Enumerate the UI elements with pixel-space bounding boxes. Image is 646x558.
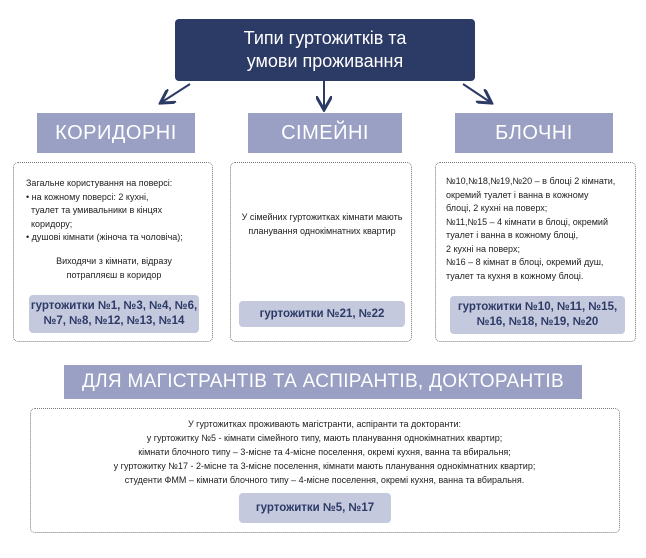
block-box (435, 162, 636, 342)
graduate-dorms: гуртожитки №5, №17 (239, 493, 391, 523)
graduate-line: у гуртожитку №17 - 2-місне та 3-місне поселення, кімнати мають планування однокімнатних квартир; (113, 461, 536, 471)
graduate-line: студенти ФММ – кімнати блочного типу – 4-місне поселення, окремі кухня, ванна та вбиральня. (124, 475, 525, 485)
block-line: №10,№18,№19,№20 – в блоці 2 кімнати, (446, 176, 616, 186)
family-dorms: гуртожитки №21, №22 (239, 301, 405, 327)
category-corridor: КОРИДОРНІ (37, 113, 195, 153)
arrow-right (463, 84, 490, 102)
corridor-line: • на кожному поверсі: 2 кухні, (26, 191, 149, 202)
family-box (230, 162, 412, 342)
block-line: блоці, 2 кухні на поверх; (446, 203, 548, 213)
block-dorms: гуртожитки №10, №11, №15, №16, №18, №19, №20 (450, 296, 625, 334)
block-line: окремий туалет і ванна в кожному (446, 189, 589, 200)
block-line: №16 – 8 кімнат в блоці, окремий душ, (446, 257, 604, 267)
block-line: 2 кухні на поверх; (446, 243, 520, 254)
corridor-line: Загальне користування на поверсі: (26, 178, 173, 188)
graduate-heading: ДЛЯ МАГІСТРАНТІВ ТА АСПІРАНТІВ, ДОКТОРАНТІВ (64, 365, 582, 399)
corridor-box (13, 162, 213, 342)
block-line: туалет і ванна в кожному блоці, (446, 230, 579, 240)
corridor-line: коридору; (26, 218, 73, 229)
graduate-line: кімнати блочного типу – 3-місне та 4-місне поселення, окремі кухня, ванна та вбиральня; (138, 447, 511, 457)
corridor-note: Виходячи з кімнати, відразу потрапляєш в коридор (56, 256, 172, 280)
graduate-line: у гуртожитку №5 - кімнати сімейного типу, мають планування однокімнатних квартир; (146, 433, 503, 443)
arrow-left (162, 84, 190, 102)
graduate-line: У гуртожитках проживають магістранти, аспіранти та докторанти: (187, 419, 462, 429)
main-title: Типи гуртожитків та умови проживання (175, 19, 475, 81)
corridor-line: туалет та умивальники в кінцях (26, 205, 163, 215)
category-family: СІМЕЙНІ (248, 113, 402, 153)
corridor-line: • душові кімнати (жіноча та чоловіча); (26, 232, 183, 242)
graduate-box (30, 408, 620, 533)
family-text: У сімейних гуртожитках кімнати мають планування однокімнатних квартир (241, 212, 403, 236)
block-line: туалет та кухня в кожному блоці. (446, 270, 584, 281)
category-block: БЛОЧНІ (455, 113, 613, 153)
corridor-dorms: гуртожитки №1, №3, №4, №6, №7, №8, №12, №13, №14 (29, 295, 199, 333)
block-line: №11,№15 – 4 кімнати в блоці, окремий (446, 216, 608, 227)
